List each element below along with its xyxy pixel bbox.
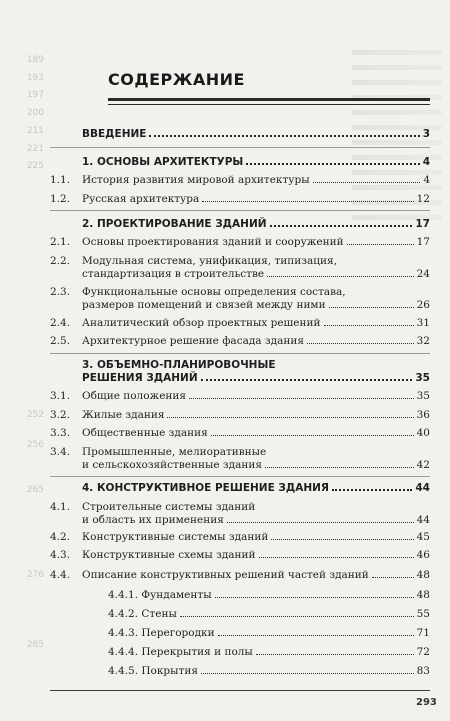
toc-title: Общественные здания	[82, 427, 208, 439]
toc-page: 12	[416, 193, 430, 205]
separator-line	[50, 147, 430, 148]
leader-dots	[149, 135, 419, 137]
toc-page: 44	[415, 482, 430, 494]
toc-page: 71	[416, 627, 430, 639]
title-rule-thin	[108, 104, 430, 105]
leader-dots	[271, 539, 413, 540]
toc-number: 4.4.	[50, 569, 71, 581]
footer-rule	[50, 690, 430, 691]
toc-page: 40	[416, 427, 430, 439]
bleed-through-left: 189 193 197 200 211 221 225 252 256 265 276 285	[26, 55, 44, 650]
toc-title: Конструктивные схемы зданий	[82, 549, 256, 561]
toc-title: Аналитический обзор проектных решений	[82, 317, 321, 329]
toc-title: Модульная система, унификация, типизация,	[82, 255, 337, 267]
toc-number: 3.2.	[50, 409, 71, 421]
toc-title: 4.4.2. Стены	[108, 608, 177, 620]
leader-dots	[201, 379, 413, 381]
leader-dots	[211, 435, 414, 436]
toc-number: 1.1.	[50, 174, 71, 186]
leader-dots	[167, 417, 413, 418]
toc-title: История развития мировой архитектуры	[82, 174, 310, 186]
toc-title: 2. ПРОЕКТИРОВАНИЕ ЗДАНИЙ	[82, 218, 267, 230]
toc-page: 36	[416, 409, 430, 421]
leader-dots	[347, 244, 414, 245]
leader-dots	[372, 577, 414, 578]
toc-title: 4.4.1. Фундаменты	[108, 589, 212, 601]
toc-page: 46	[416, 549, 430, 561]
leader-dots	[201, 673, 414, 674]
leader-dots	[259, 557, 414, 558]
toc-title: Описание конструктивных решений частей зданий	[82, 569, 369, 581]
toc-page: 26	[416, 299, 430, 311]
toc-number: 3.4.	[50, 446, 71, 458]
toc-page: 42	[416, 459, 430, 471]
leader-dots	[256, 654, 414, 655]
separator-line	[50, 210, 430, 211]
toc-number: 3.1.	[50, 390, 71, 402]
leader-dots	[313, 182, 421, 183]
toc-title: Архитектурное решение фасада здания	[82, 335, 304, 347]
toc-title: 4.4.5. Покрытия	[108, 665, 198, 677]
toc-number: 3.3.	[50, 427, 71, 439]
separator-line	[50, 353, 430, 354]
leader-dots	[246, 163, 419, 165]
toc-number: 1.2.	[50, 193, 71, 205]
toc-page: 72	[416, 646, 430, 658]
toc-page: 17	[415, 218, 430, 230]
toc-title: ВВЕДЕНИЕ	[82, 128, 147, 140]
title-rule-thick	[108, 98, 430, 101]
leader-dots	[329, 307, 414, 308]
toc-page: 48	[416, 569, 430, 581]
toc-number: 2.5.	[50, 335, 71, 347]
toc-page: 55	[416, 608, 430, 620]
leader-dots	[324, 325, 414, 326]
leader-dots	[180, 616, 414, 617]
toc-title: Промышленные, мелиоративные	[82, 446, 267, 458]
toc-title-cont: размеров помещений и связей между ними	[82, 299, 326, 311]
toc-page: 17	[416, 236, 430, 248]
toc-title: Русская архитектура	[82, 193, 200, 205]
toc-page: 48	[416, 589, 430, 601]
toc-title: Жилые здания	[82, 409, 165, 421]
toc-page: 32	[416, 335, 430, 347]
toc-number: 4.1.	[50, 501, 71, 513]
toc-number: 2.1.	[50, 236, 71, 248]
leader-dots	[307, 343, 414, 344]
toc-page: 35	[416, 390, 430, 402]
page-title: СОДЕРЖАНИЕ	[108, 70, 245, 89]
toc-page: 44	[416, 514, 430, 526]
toc-number: 4.2.	[50, 531, 71, 543]
page-number: 293	[416, 697, 437, 708]
toc-title-cont: и область их применения	[82, 514, 224, 526]
toc-title: 3. ОБЪЕМНО-ПЛАНИРОВОЧНЫЕ	[82, 359, 276, 371]
toc-number: 4.3.	[50, 549, 71, 561]
toc-page: 31	[416, 317, 430, 329]
toc-number: 2.2.	[50, 255, 71, 267]
leader-dots	[270, 225, 413, 227]
toc-title: Конструктивные системы зданий	[82, 531, 269, 543]
leader-dots	[189, 398, 414, 399]
toc-title: Основы проектирования зданий и сооружений	[82, 236, 344, 248]
toc-title-cont: РЕШЕНИЯ ЗДАНИЙ	[82, 372, 198, 384]
toc-title-cont: и сельскохозяйственные здания	[82, 459, 262, 471]
toc-number: 2.4.	[50, 317, 71, 329]
leader-dots	[215, 597, 414, 598]
toc-title: 1. ОСНОВЫ АРХИТЕКТУРЫ	[82, 156, 244, 168]
leader-dots	[332, 489, 412, 491]
toc-page: 45	[416, 531, 430, 543]
separator-line	[50, 476, 430, 477]
toc-page: 3	[422, 128, 430, 140]
toc-page: 24	[416, 268, 430, 280]
leader-dots	[265, 467, 414, 468]
toc-title: 4. КОНСТРУКТИВНОЕ РЕШЕНИЕ ЗДАНИЯ	[82, 482, 329, 494]
toc-page: 4	[423, 174, 430, 186]
leader-dots	[227, 522, 414, 523]
toc-title: 4.4.3. Перегородки	[108, 627, 215, 639]
toc-title: 4.4.4. Перекрытия и полы	[108, 646, 253, 658]
leader-dots	[202, 201, 413, 202]
toc-page: 4	[422, 156, 430, 168]
leader-dots	[267, 276, 414, 277]
toc-title: Функциональные основы определения состава,	[82, 286, 346, 298]
toc-number: 2.3.	[50, 286, 71, 298]
toc-title: Строительные системы зданий	[82, 501, 256, 513]
toc-title-cont: стандартизация в строительстве	[82, 268, 265, 280]
toc-title: Общие положения	[82, 390, 187, 402]
toc-page: 83	[416, 665, 430, 677]
leader-dots	[218, 635, 414, 636]
toc-page: 35	[415, 372, 430, 384]
